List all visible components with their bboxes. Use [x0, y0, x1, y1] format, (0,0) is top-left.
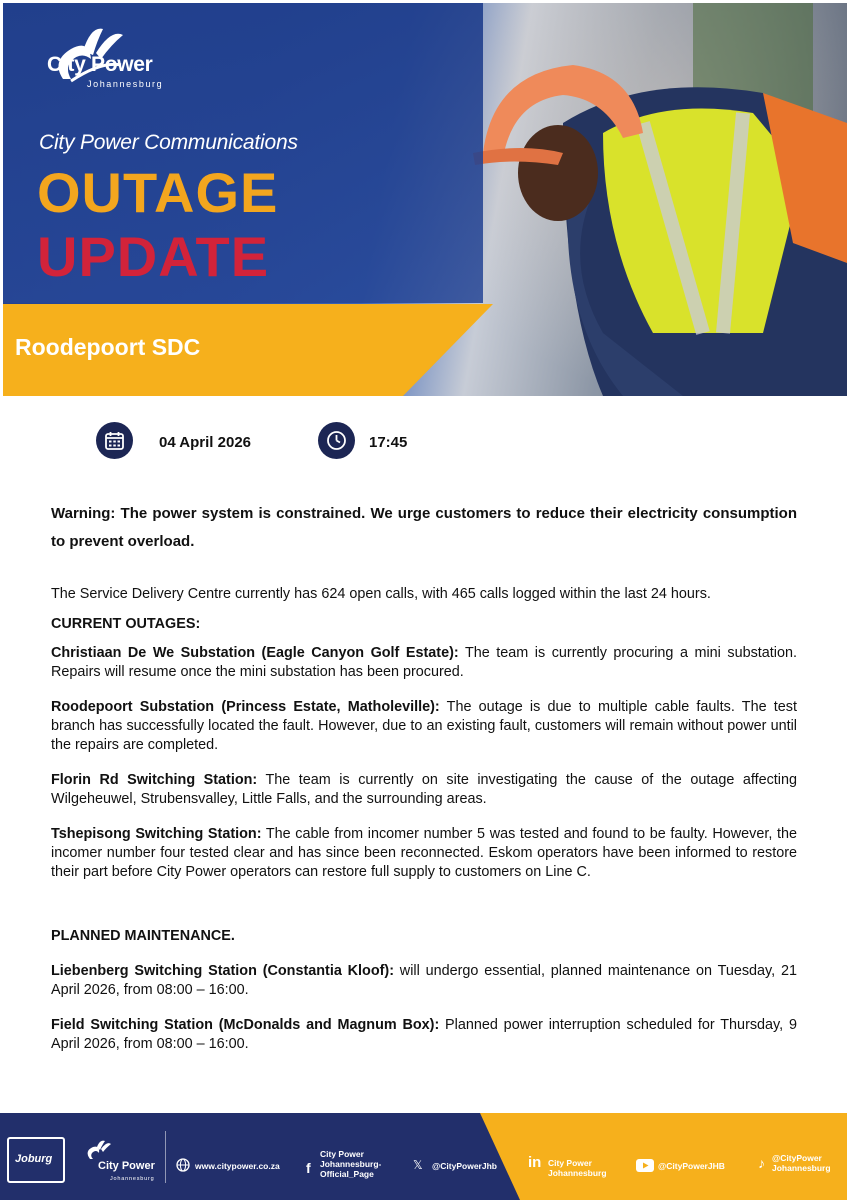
- region-label: Roodepoort SDC: [15, 334, 201, 360]
- footer-divider: [165, 1131, 166, 1183]
- banner-brand-name: City Power: [47, 53, 153, 76]
- outage-item-name: Florin Rd Switching Station:: [51, 772, 258, 788]
- maintenance-item-name: Field Switching Station (McDonalds and Magnum Box):: [51, 1017, 440, 1033]
- joburg-logo-text: Joburg: [15, 1153, 53, 1165]
- current-outages-heading: CURRENT OUTAGES:: [51, 616, 201, 632]
- maintenance-item: [51, 962, 797, 1000]
- joburg-logo: [7, 1137, 65, 1183]
- youtube-icon: [636, 1159, 654, 1172]
- footer-bar: [0, 1113, 847, 1200]
- footer-youtube-link[interactable]: @CityPowerJHB: [658, 1161, 725, 1171]
- maintenance-item-text: Planned power interruption scheduled for Thursday, 9 April 2026, from 08:00 – 16:00.: [51, 1017, 797, 1052]
- outage-item-text: The team is currently on site investigating the cause of the outage affecting Wilgeheuwel, Strubensvalley, Little Falls, and the surrounding areas.: [51, 772, 797, 807]
- outage-item-text: The outage is due to multiple cable faults. The test branch has successfully located the fault. However, due to an existing fault, customers will remain without power until the repairs are completed.: [51, 699, 797, 753]
- footer-background: [0, 1113, 847, 1200]
- planned-maintenance-heading: PLANNED MAINTENANCE.: [51, 928, 235, 944]
- footer-linkedin-link[interactable]: City Power Johannesburg: [548, 1158, 607, 1178]
- globe-icon: [176, 1158, 190, 1172]
- outage-item: [51, 698, 797, 755]
- x-twitter-icon: 𝕏: [413, 1158, 423, 1172]
- outage-item-text: The team is currently procuring a mini substation. Repairs will resume once the mini substation has been procured.: [51, 645, 797, 680]
- maintenance-item-name: Liebenberg Switching Station (Constantia Kloof):: [51, 963, 394, 979]
- footer-twitter-link[interactable]: @CityPowerJhb: [432, 1161, 497, 1171]
- update-time: 17:45: [369, 434, 408, 451]
- calendar-icon: [96, 422, 133, 459]
- outage-item-name: Roodepoort Substation (Princess Estate, Matholeville):: [51, 699, 440, 715]
- header-banner: [3, 3, 847, 396]
- footer-brand-sub: Johannesburg: [110, 1176, 155, 1182]
- banner-communications: City Power Communications: [39, 131, 298, 154]
- footer-facebook-link[interactable]: City Power Johannesburg-Official_Page: [320, 1149, 382, 1179]
- outage-item: [51, 825, 797, 882]
- update-date: 04 April 2026: [159, 434, 251, 451]
- footer-website-link[interactable]: www.citypower.co.za: [195, 1161, 280, 1171]
- outage-item: [51, 771, 797, 809]
- outage-item: [51, 644, 797, 682]
- outage-item-text: The cable from incomer number 5 was tested and found to be faulty. However, the incomer number four tested clear and has since been reconnected. Eskom operators have been informed to restore their part before City Power operators can restore full supply to customers on Line C.: [51, 826, 797, 880]
- facebook-icon: f: [306, 1160, 311, 1176]
- banner-brand-sub: Johannesburg: [87, 79, 164, 89]
- footer-tiktok-link[interactable]: @CityPower Johannesburg: [772, 1153, 831, 1173]
- outage-item-name: Christiaan De We Substation (Eagle Canyon Golf Estate):: [51, 645, 459, 661]
- maintenance-item-text: will undergo essential, planned maintenance on Tuesday, 21 April 2026, from 08:00 – 16:00.: [51, 963, 797, 998]
- outage-item-name: Tshepisong Switching Station:: [51, 826, 262, 842]
- footer-brand-name: City Power: [98, 1160, 155, 1172]
- tiktok-icon: ♪: [758, 1155, 765, 1171]
- clock-icon: [318, 422, 355, 459]
- linkedin-icon: in: [528, 1154, 542, 1171]
- banner-title-outage: OUTAGE: [37, 161, 279, 224]
- banner-title-update: UPDATE: [37, 225, 270, 288]
- maintenance-item: [51, 1016, 797, 1054]
- calls-summary: The Service Delivery Centre currently has 624 open calls, with 465 calls logged within the last 24 hours.: [51, 586, 711, 602]
- warning-notice: Warning: The power system is constrained. We urge customers to reduce their electricity consumption to prevent overload.: [51, 505, 797, 550]
